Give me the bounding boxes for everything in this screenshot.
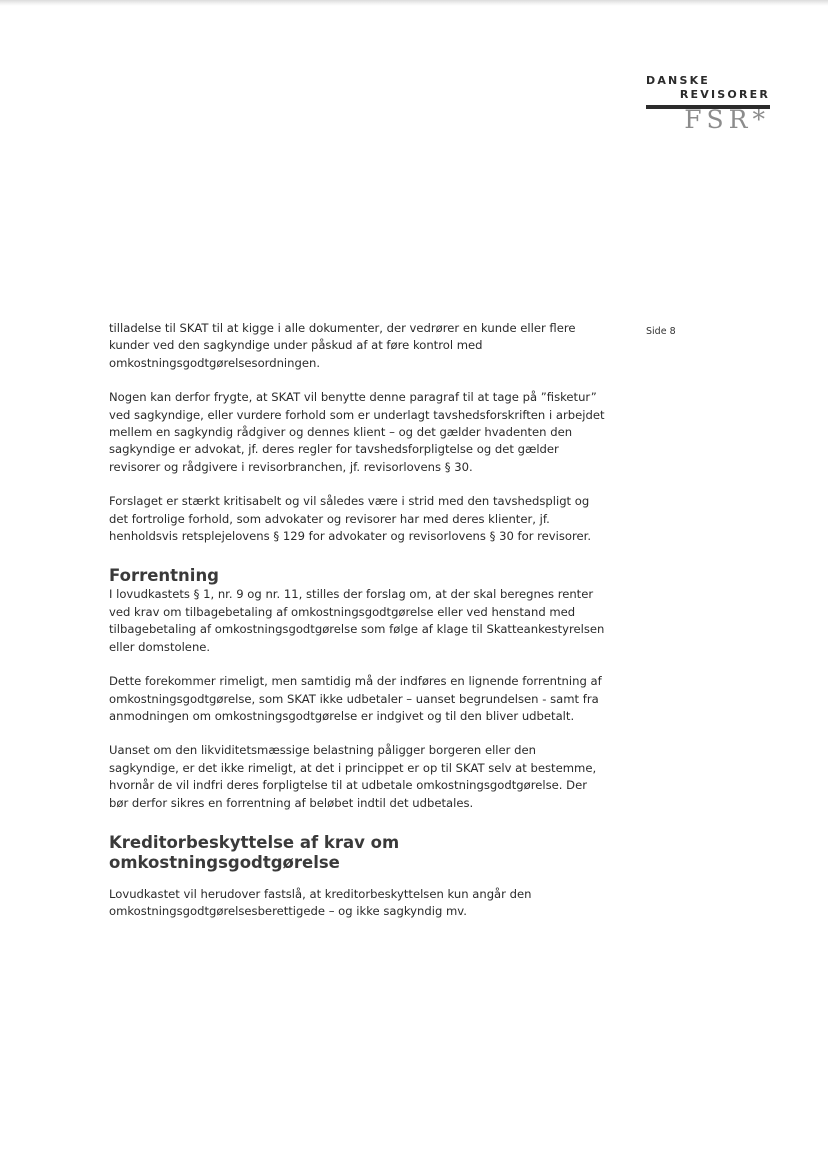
paragraph: Lovudkastet vil herudover fastslå, at kreditorbeskyttelsen kun angår den omkostningsgodtgørelsesberettigede – og ikke sagkyndig mv. (109, 886, 532, 919)
logo-text-danske: DANSKE (646, 74, 711, 87)
scan-edge (0, 0, 828, 6)
paragraph: I lovudkastets § 1, nr. 9 og nr. 11, stilles der forslag om, at der skal beregnes renter ved krav om tilbagebetaling af omkostningsgodtgørelse eller ved henstand med tilbagebetaling af omkostningsgodtgørelse som følge af klage til Skatteankestyrelsen eller domstolene. (109, 587, 605, 654)
section-heading-forrentning: Forrentning (109, 566, 219, 586)
paragraph: Dette forekommer rimeligt, men samtidig må der indføres en lignende forrentning af omkostningsgodtgørelse, som SKAT ikke udbetaler – uanset begrundelsen - samt fra anmodningen om omkostningsgodtgørelse er indgivet og til den bliver udbetalt. (109, 674, 602, 723)
paragraph: Uanset om den likviditetsmæssige belastning påligger borgeren eller den sagkyndige, er det ikke rimeligt, at det i princippet er op til SKAT selv at bestemme, hvornår de vil indfri deres forpligtelse til at udbetale omkostningsgodtgørelse. Der bør derfor sikres en forrentning af beløbet indtil det udbetales. (109, 743, 597, 810)
paragraph: Forslaget er stærkt kritisabelt og vil således være i strid med den tavshedspligt og det fortrolige forhold, som advokater og revisorer har med deres klienter, jf. henholdsvis retsplejelovens § 129 for advokater og revisorlovens § 30 for revisorer. (109, 494, 592, 544)
logo-fsr-mark: FSR* (684, 105, 770, 134)
page-number: Side 8 (646, 326, 676, 337)
document-body (109, 320, 609, 938)
logo-text-revisorer: REVISORER (679, 88, 770, 101)
paragraph: tilladelse til SKAT til at kigge i alle dokumenter, der vedrører en kunde eller flere kunder ved den sagkyndige under påskud af at føre kontrol med omkostningsgodtgørelsesordningen. (109, 321, 576, 370)
section-heading-kreditorbeskyttelse: Kreditorbeskyttelse af krav om omkostningsgodtgørelse (109, 832, 400, 872)
fsr-logo (644, 74, 774, 138)
paragraph: Nogen kan derfor frygte, at SKAT vil benytte denne paragraf til at tage på ”fisketur” ved sagkyndige, eller vurdere forhold som er underlagt tavshedsforskriften i arbejdet mellem en sagkyndig rådgiver og dennes klient – og det gælder hvadenten den sagkyndige er advokat, jf. deres regler for tavshedsforpligtelse og det gælder revisorer og rådgivere i revisorbranchen, jf. revisorlovens § 30. (109, 390, 605, 474)
